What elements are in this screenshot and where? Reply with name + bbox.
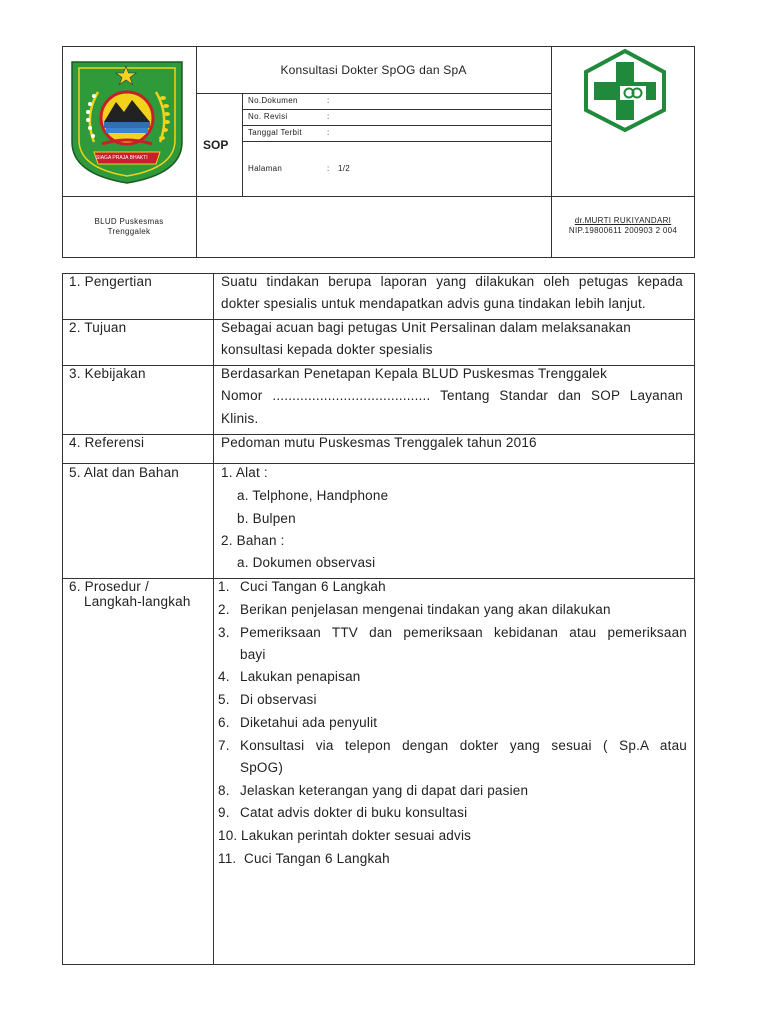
step-number: 10. <box>218 828 238 843</box>
puskesmas-logo-icon <box>582 48 668 132</box>
alat-line: 2. Bahan : <box>221 533 285 548</box>
pengertian-line: Suatu tindakan berupa laporan yang dilakukan oleh petugas kepada <box>221 274 683 289</box>
referensi-line: Pedoman mutu Puskesmas Trenggalek tahun 2016 <box>221 435 537 450</box>
step-text: Cuci Tangan 6 Langkah <box>244 851 390 866</box>
issue-date-label: Tanggal Terbit <box>248 128 302 137</box>
kebijakan-line: Klinis. <box>221 411 259 426</box>
alat-line: 1. Alat : <box>221 465 268 480</box>
header-divider <box>242 125 551 126</box>
step-number: 8. <box>218 783 230 798</box>
kebijakan-line: Nomor ........................................ Tentang Standar dan SOP Layanan <box>221 388 683 403</box>
page-label: Halaman <box>248 164 283 173</box>
header-divider <box>196 46 197 258</box>
org-name-line2: Trenggalek <box>107 227 151 236</box>
step-text: Lakukan perintah dokter sesuai advis <box>241 828 472 843</box>
sop-label: SOP <box>203 138 229 152</box>
tujuan-line: konsultasi kepada dokter spesialis <box>221 342 433 357</box>
step-text: Pemeriksaan TTV dan pemeriksaan kebidanan atau pemeriksaan <box>240 625 687 640</box>
document-title: Konsultasi Dokter SpOG dan SpA <box>280 63 467 77</box>
step-text: Jelaskan keterangan yang di dapat dari pasien <box>240 783 529 798</box>
step-number: 5. <box>218 692 230 707</box>
step-number: 1. <box>218 579 230 594</box>
step-text: Lakukan penapisan <box>240 669 361 684</box>
step-text: Konsultasi via telepon dengan dokter yang sesuai ( Sp.A atau <box>240 738 687 753</box>
step-text-cont: SpOG) <box>240 760 284 775</box>
section-label-pengertian: 1. Pengertian <box>69 274 152 289</box>
header-divider <box>62 196 695 197</box>
step-text: Cuci Tangan 6 Langkah <box>240 579 386 594</box>
page-value: 1/2 <box>338 164 351 173</box>
row-divider <box>62 463 695 464</box>
kebijakan-line: Berdasarkan Penetapan Kepala BLUD Puskesmas Trenggalek <box>221 366 608 381</box>
step-text: Di observasi <box>240 692 317 707</box>
content-divider <box>213 273 214 965</box>
revision-label: No. Revisi <box>248 112 288 121</box>
header-divider <box>242 141 551 142</box>
alat-line: a. Telphone, Handphone <box>237 488 389 503</box>
signatory-name: dr.MURTI RUKIYANDARI <box>574 216 672 225</box>
step-text: Berikan penjelasan mengenai tindakan yang akan dilakukan <box>240 602 611 617</box>
section-label-prosedur-cont: Langkah-langkah <box>84 594 191 609</box>
tujuan-line: Sebagai acuan bagi petugas Unit Persalinan dalam melaksanakan <box>221 320 631 335</box>
section-label-tujuan: 2. Tujuan <box>69 320 127 335</box>
alat-line: a. Dokumen observasi <box>237 555 376 570</box>
revision-sep: : <box>327 112 330 121</box>
regional-emblem-icon <box>66 56 188 186</box>
page-sep: : <box>327 164 330 173</box>
section-label-alat: 5. Alat dan Bahan <box>69 465 179 480</box>
step-number: 6. <box>218 715 230 730</box>
step-text: Diketahui ada penyulit <box>240 715 378 730</box>
step-text: Catat advis dokter di buku konsultasi <box>240 805 468 820</box>
issue-date-sep: : <box>327 128 330 137</box>
step-number: 9. <box>218 805 230 820</box>
step-number: 2. <box>218 602 230 617</box>
step-number: 11. <box>218 851 237 866</box>
emblem-ribbon-text: SIAGA PRAJA BHAKTI <box>96 155 148 161</box>
header-divider <box>196 93 551 94</box>
doc-number-sep: : <box>327 96 330 105</box>
header-divider <box>242 109 551 110</box>
section-label-kebijakan: 3. Kebijakan <box>69 366 146 381</box>
alat-line: b. Bulpen <box>237 511 296 526</box>
signatory-nip: NIP.19800611 200903 2 004 <box>568 226 678 235</box>
section-label-referensi: 4. Referensi <box>69 435 145 450</box>
pengertian-line: dokter spesialis untuk mendapatkan advis guna tindakan lebih lanjut. <box>221 296 646 311</box>
step-number: 4. <box>218 669 230 684</box>
step-text-cont: bayi <box>240 647 266 662</box>
org-name-line1: BLUD Puskesmas <box>94 217 164 226</box>
section-label-prosedur: 6. Prosedur / <box>69 579 149 594</box>
step-number: 7. <box>218 738 230 753</box>
doc-number-label: No.Dokumen <box>248 96 298 105</box>
step-number: 3. <box>218 625 230 640</box>
